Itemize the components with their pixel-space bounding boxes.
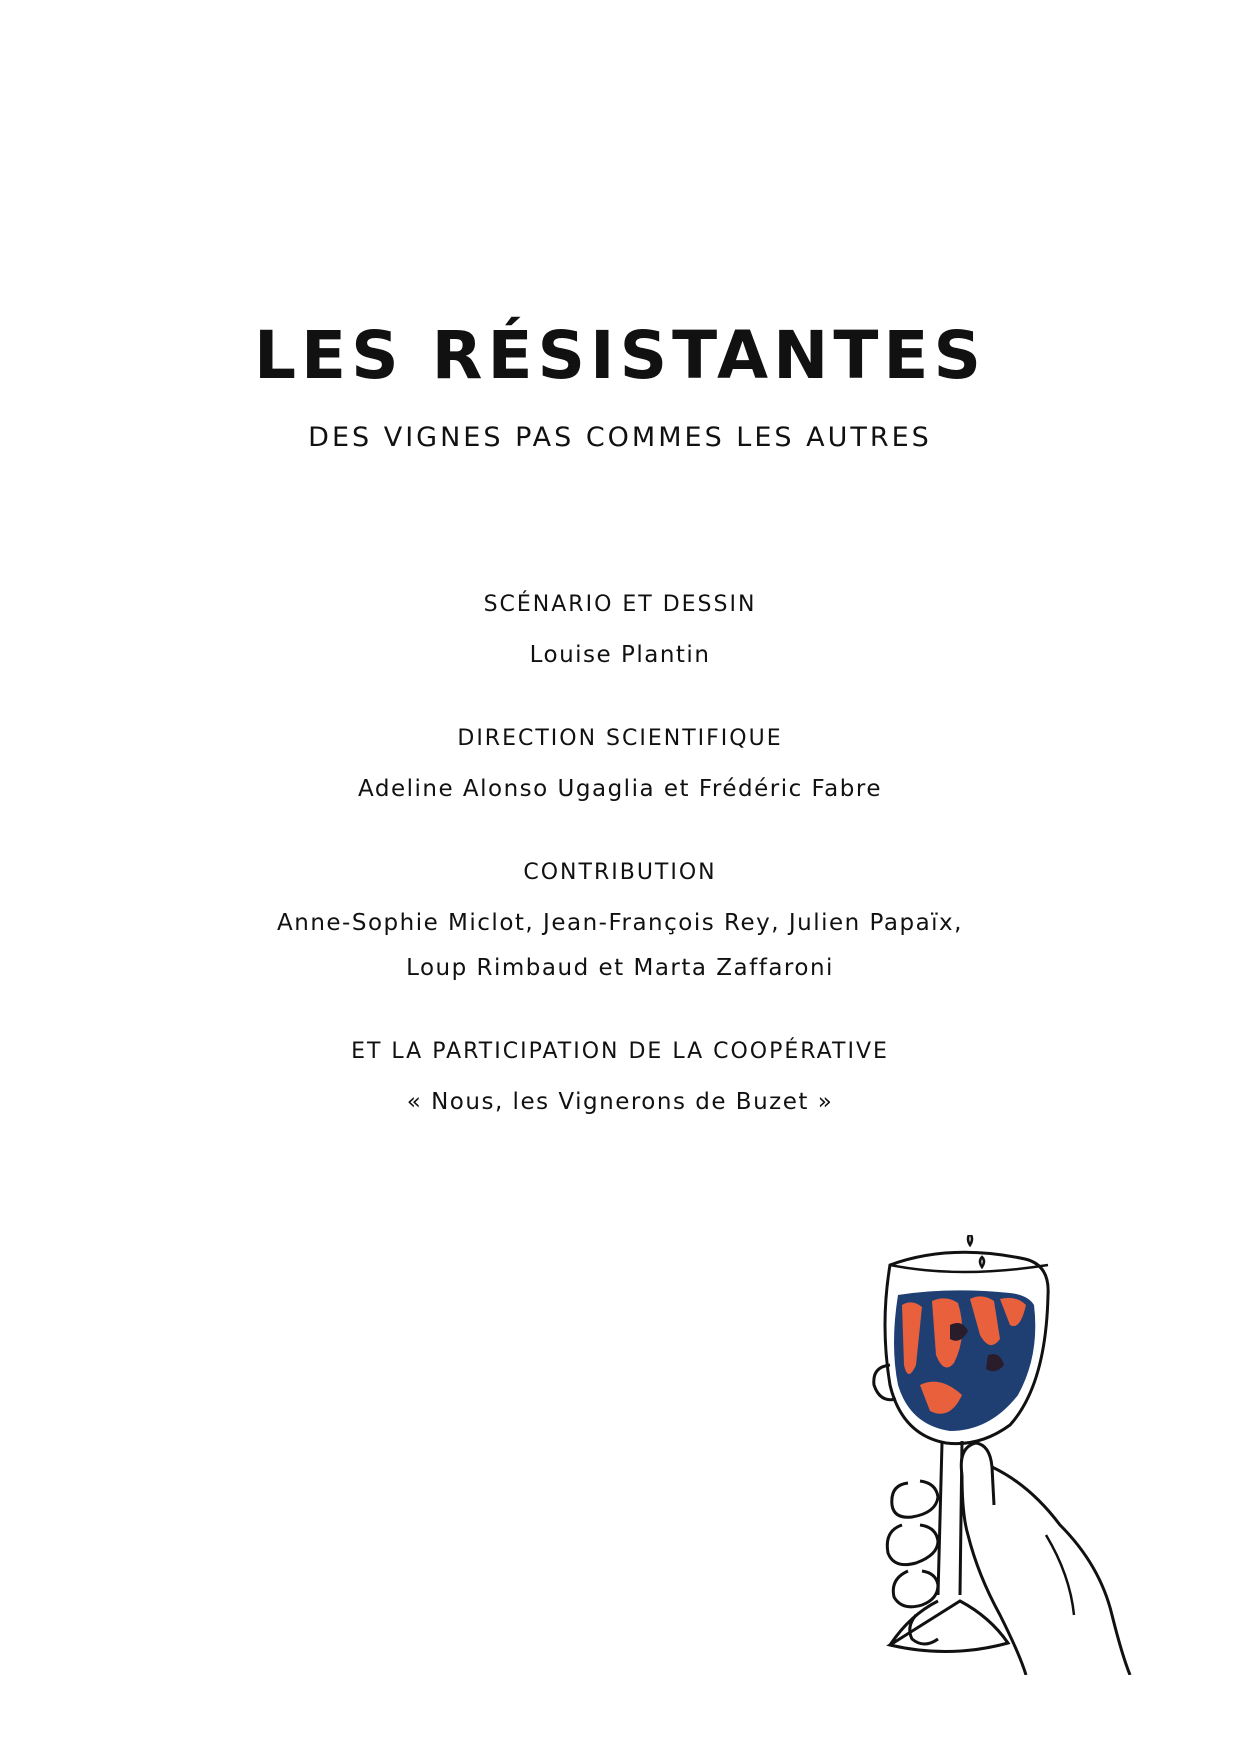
credit-name: « Nous, les Vignerons de Buzet »: [406, 1089, 834, 1115]
credit-name: Loup Rimbaud et Marta Zaffaroni: [406, 955, 834, 981]
credit-block-participation: [0, 1035, 1240, 1125]
credits-section: [0, 588, 1240, 1169]
credit-block-contribution: [0, 856, 1240, 991]
credit-name: Adeline Alonso Ugaglia et Frédéric Fabre: [358, 776, 882, 802]
credit-name: Anne-Sophie Miclot, Jean-François Rey, Julien Papaïx,: [277, 910, 963, 936]
credit-block-direction: [0, 722, 1240, 812]
credit-block-scenario: [0, 588, 1240, 678]
credit-heading: SCÉNARIO ET DESSIN: [483, 592, 757, 617]
credit-heading: DIRECTION SCIENTIFIQUE: [457, 726, 783, 751]
hand-holding-wine-glass-icon: [850, 1235, 1150, 1675]
credit-heading: CONTRIBUTION: [523, 860, 717, 885]
page-subtitle: DES VIGNES PAS COMMES LES AUTRES: [308, 422, 932, 453]
credit-heading: ET LA PARTICIPATION DE LA COOPÉRATIVE: [351, 1039, 889, 1064]
credit-name: Louise Plantin: [529, 642, 711, 668]
page-title: LES RÉSISTANTES: [253, 317, 987, 394]
